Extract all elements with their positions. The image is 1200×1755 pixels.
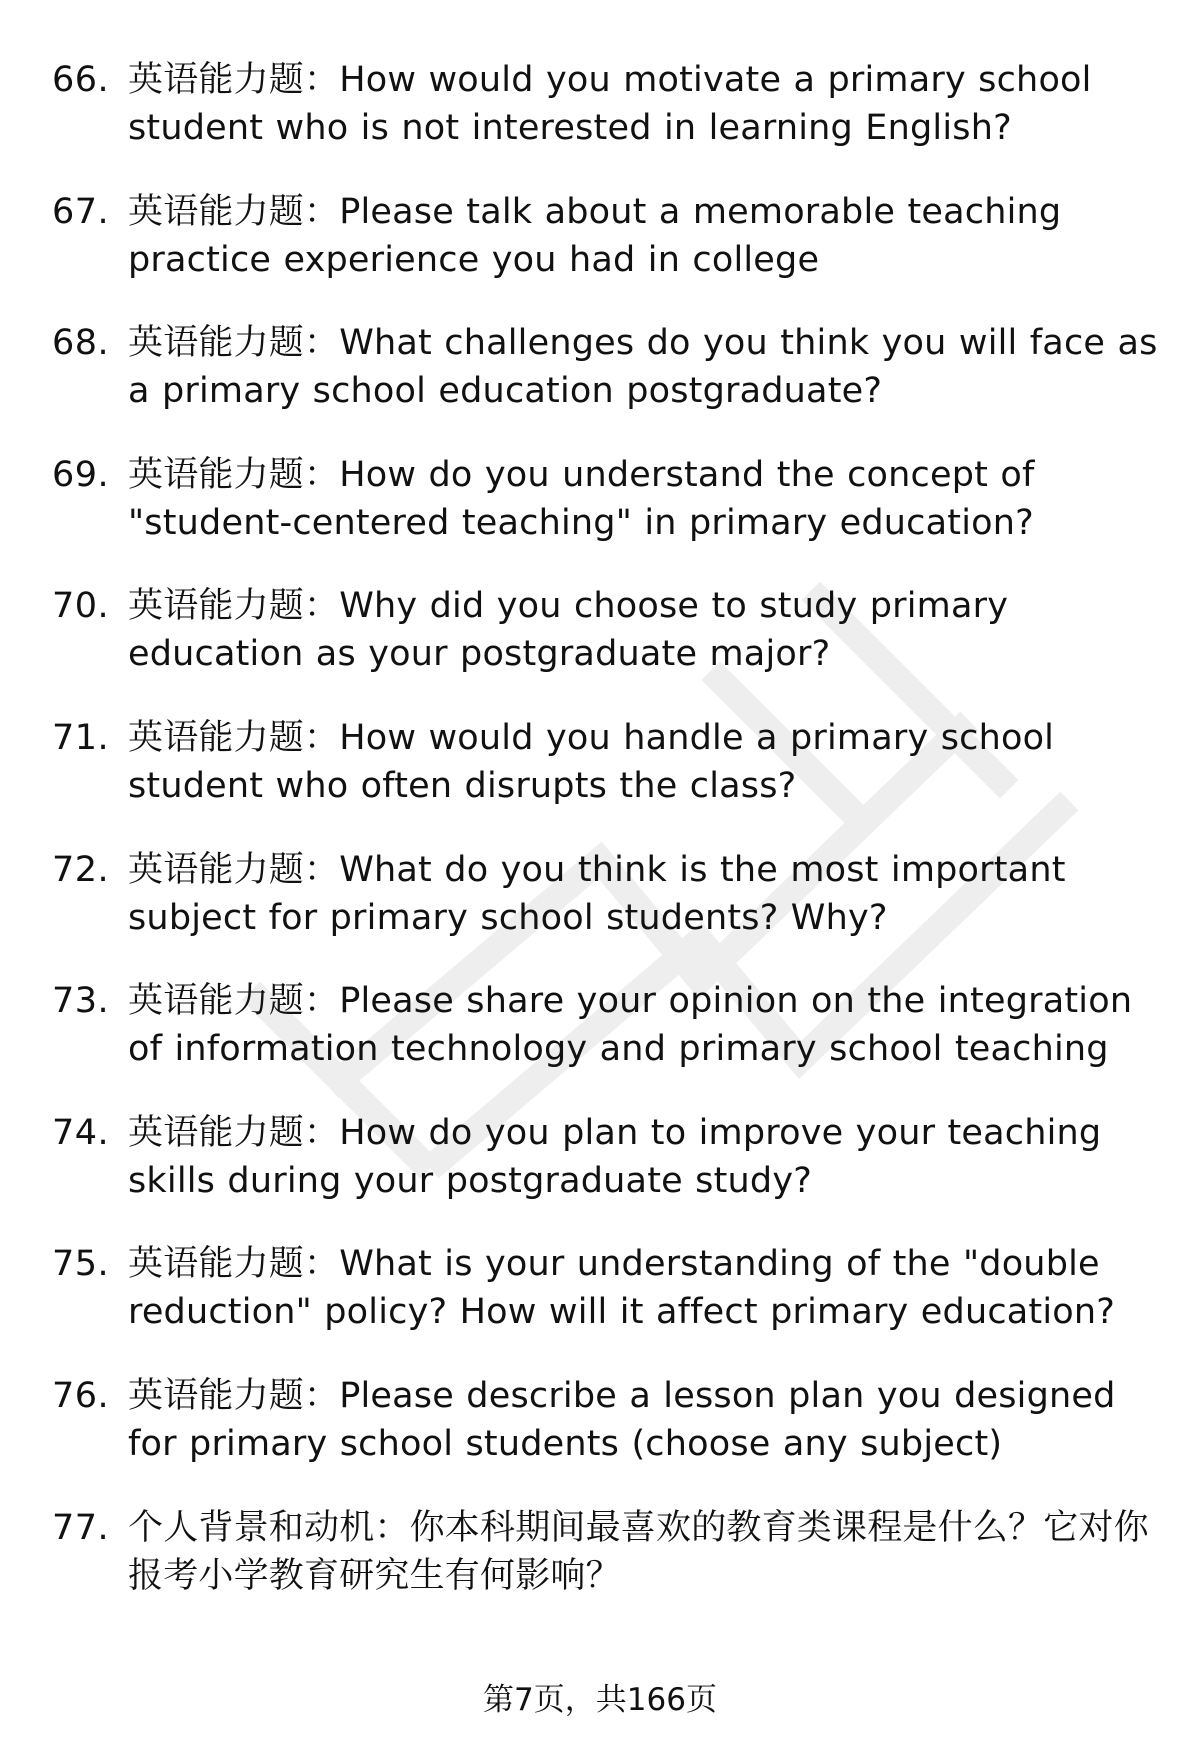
page-number: 第7页，共166页 — [483, 1682, 717, 1718]
list-item — [52, 582, 1162, 714]
list-item — [52, 56, 1162, 188]
question-number: 73. — [52, 981, 110, 1022]
question-text: 个人背景和动机：你本科期间最喜欢的教育类课程是什么？它对你报考小学教育研究生有何影响？ — [128, 1507, 1149, 1596]
list-item — [52, 451, 1162, 583]
question-number: 70. — [52, 586, 110, 627]
list-item — [52, 977, 1162, 1109]
question-text: 英语能力题：Why did you choose to study primary education as your postgraduate major? — [128, 586, 1009, 675]
list-item — [52, 1109, 1162, 1241]
question-number: 74. — [52, 1112, 110, 1153]
list-item — [52, 846, 1162, 978]
question-number: 76. — [52, 1375, 110, 1416]
question-text: 英语能力题：How do you understand the concept of "student-centered teaching" in primary education? — [128, 454, 1035, 543]
question-text: 英语能力题：How do you plan to improve your teaching skills during your postgraduate study? — [128, 1112, 1102, 1201]
question-number: 68. — [52, 323, 110, 364]
list-item — [52, 319, 1162, 451]
question-list — [52, 56, 1162, 1635]
list-item — [52, 1240, 1162, 1372]
question-number: 71. — [52, 717, 110, 758]
question-text: 英语能力题：How would you motivate a primary school student who is not interested in learning English? — [128, 60, 1092, 148]
question-text: 英语能力题：What is your understanding of the "double reduction" policy? How will it affect primary education? — [128, 1244, 1116, 1333]
question-text: 英语能力题：Please talk about a memorable teaching practice experience you had in college — [128, 191, 1062, 280]
question-number: 77. — [52, 1507, 110, 1548]
question-text: 英语能力题：Please describe a lesson plan you designed for primary school students (choose any subject) — [128, 1375, 1116, 1464]
list-item — [52, 1504, 1162, 1636]
question-number: 72. — [52, 849, 110, 890]
list-item — [52, 1372, 1162, 1504]
question-text: 英语能力题：What do you think is the most important subject for primary school students? Why? — [128, 849, 1066, 938]
list-item — [52, 188, 1162, 320]
question-number: 69. — [52, 454, 110, 495]
question-text: 英语能力题：What challenges do you think you will face as a primary school education postgraduate? — [128, 323, 1158, 412]
question-number: 67. — [52, 191, 110, 232]
question-text: 英语能力题：How would you handle a primary school student who often disrupts the class? — [128, 717, 1055, 806]
question-number: 66. — [52, 60, 110, 100]
list-item — [52, 714, 1162, 846]
question-text: 英语能力题：Please share your opinion on the integration of information technology and primary school teaching — [128, 981, 1133, 1070]
question-number: 75. — [52, 1244, 110, 1285]
